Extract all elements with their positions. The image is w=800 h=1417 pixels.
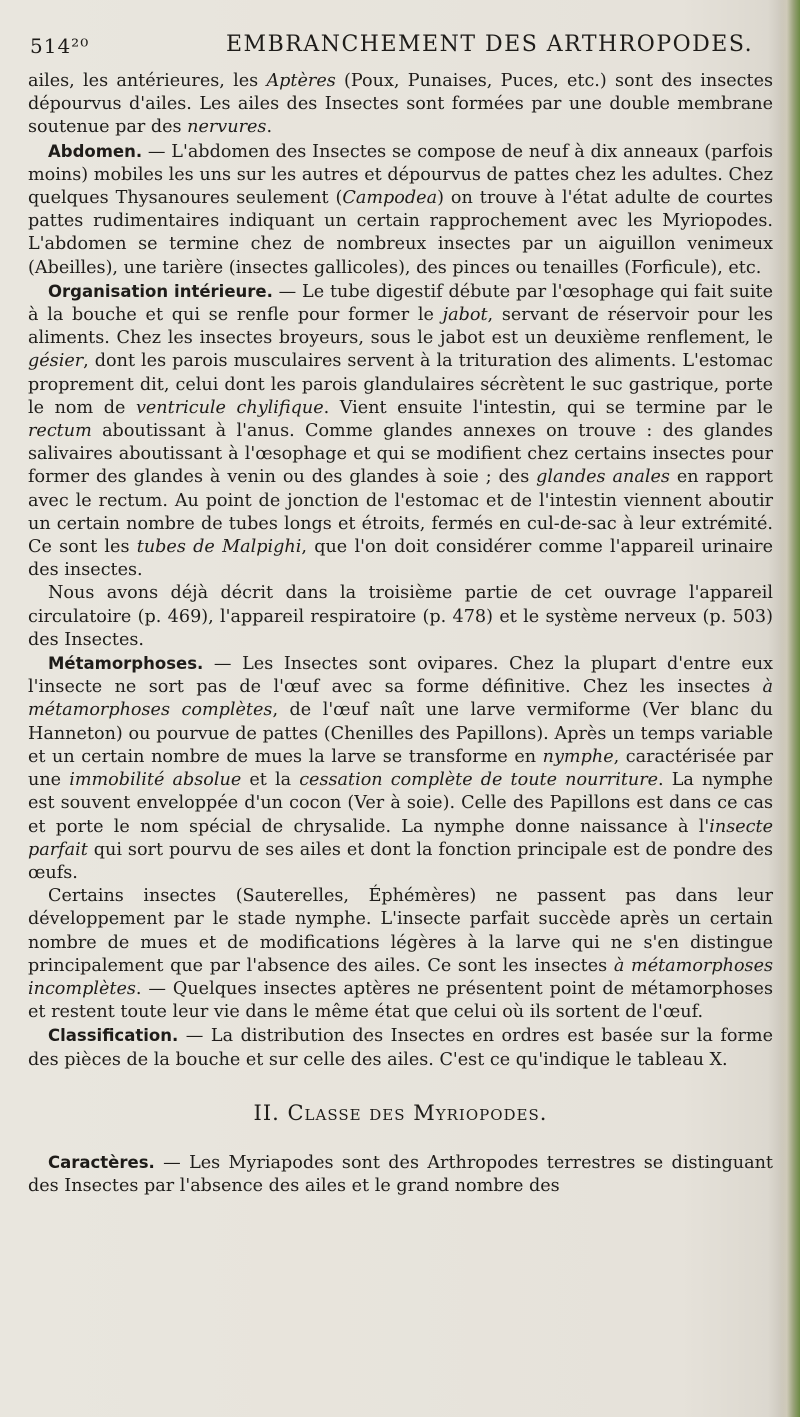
- page-edge: [778, 0, 800, 1417]
- italic-term: Campodea: [342, 188, 438, 209]
- text-run: — L'abdomen des Insectes se compose de neuf à dix anneaux (parfois moins) mobiles les uns sur les autres et dépourvus de pattes chez les adultes. Chez quelques Thysanoures seulement (: [28, 141, 773, 209]
- paragraph: [28, 1151, 773, 1198]
- text-run: ailes, les antérieures, les: [28, 71, 267, 91]
- page-header: [30, 28, 770, 68]
- italic-term: cessation complète de toute nourriture: [299, 770, 659, 791]
- text-run: ) on trouve à l'état adulte de courtes pattes rudimentaires indiquant un certain rapprochement avec les Myriopodes. L'abdomen se termine chez de nombreux insectes par un aiguillon venimeux (Abeilles), une tarière (insectes gallicoles), des pinces ou tenailles (Forficule), etc.: [28, 188, 774, 278]
- paragraph: [28, 140, 773, 280]
- paragraph-heading: Classification.: [48, 1026, 179, 1046]
- text-run: . — Quelques insectes aptères ne présentent point de métamorphoses et restent toute leur vie dans le même état que celui où ils sortent de l'œuf.: [28, 978, 773, 1023]
- text-run: et la: [241, 770, 300, 791]
- text-run: — La distribution des Insectes en ordres est basée sur la forme des pièces de la bouche et sur celle des ailes. C'est ce qu'indique le tableau X.: [28, 1026, 773, 1070]
- italic-term: à métamorphoses incomplètes: [28, 955, 774, 999]
- italic-term: immobilité absolue: [69, 770, 242, 791]
- page-number: 514²⁰: [30, 34, 90, 58]
- text-run: . La nymphe est souvent enveloppée d'un cocon (Ver à soie). Celle des Papillons est dans ce cas et porte le nom spécial de chrysalide. La nymphe donne naissance à l': [28, 770, 773, 837]
- paragraph-list: [28, 70, 773, 1072]
- italic-term: glandes anales: [536, 467, 670, 488]
- paragraph: [28, 582, 773, 652]
- text-run: . Vient ensuite l'intestin, qui se termine par le: [323, 397, 773, 418]
- italic-term: insecte parfait: [28, 816, 773, 860]
- section-title: II. Classe des Myriopodes.: [253, 1100, 548, 1125]
- text-run: Nous avons déjà décrit dans la troisième partie de cet ouvrage l'appareil circulatoire (p. 469), l'appareil respiratoire (p. 478) et le système nerveux (p. 503) des Insectes.: [28, 583, 773, 650]
- paragraph: [28, 280, 773, 583]
- italic-term: nervures: [187, 117, 267, 138]
- italic-term: Aptères: [266, 71, 336, 91]
- running-head: EMBRANCHEMENT DES ARTHROPODES.: [226, 32, 754, 57]
- paragraph: [28, 1024, 773, 1071]
- italic-term: nymphe: [542, 746, 614, 767]
- paragraph-heading: Caractères.: [48, 1152, 155, 1172]
- italic-term: ventricule chylifique: [135, 397, 324, 418]
- italic-term: à métamorphoses complètes: [28, 677, 773, 721]
- paragraph: [28, 885, 773, 1024]
- text-run: , servant de réservoir pour les aliments. Chez les insectes broyeurs, sous le jabot est un deuxième renflement, le: [28, 305, 773, 349]
- text-run: aboutissant à l'anus. Comme glandes annexes on trouve : des glandes salivaires aboutissant à l'œsophage et qui se modifient chez certains insectes pour former des glandes à venin ou des glandes à soie ; des: [28, 421, 773, 488]
- text-run: (Poux, Punaises, Puces, etc.) sont des insectes dépourvus d'ailes. Les ailes des Insectes sont formées par une double membrane soutenue par des: [28, 71, 774, 138]
- text-run: , que l'on doit considérer comme l'appareil urinaire des insectes.: [28, 537, 773, 581]
- paragraph: [28, 652, 773, 885]
- text-run: — Le tube digestif débute par l'œsophage qui fait suite à la bouche et qui se renfle pour former le: [28, 281, 773, 326]
- italic-term: rectum: [28, 421, 92, 442]
- paragraph: [28, 70, 773, 140]
- text-run: .: [266, 117, 273, 138]
- italic-term: jabot: [442, 305, 488, 326]
- paragraph-heading: Organisation intérieure.: [48, 281, 273, 301]
- text-run: — Les Myriapodes sont des Arthropodes terrestres se distinguant des Insectes par l'absence des ailes et le grand nombre des: [28, 1152, 773, 1197]
- body-text: [28, 70, 773, 1198]
- text-run: Certains insectes (Sauterelles, Éphémères) ne passent pas dans leur développement par le stade nymphe. L'insecte parfait succède après un certain nombre de mues et de modifications légères à la larve qui ne s'en distingue principalement que par l'absence des ailes. Ce sont les insectes: [28, 886, 773, 976]
- text-run: , dont les parois musculaires servent à la trituration des aliments. L'estomac proprement dit, celui dont les parois glandulaires sécrètent le suc gastrique, porte le nom de: [28, 351, 773, 418]
- paragraph-heading: Métamorphoses.: [48, 654, 204, 674]
- italic-term: tubes de Malpighi: [136, 537, 302, 558]
- paragraph-heading: Abdomen.: [48, 141, 143, 161]
- text-run: qui sort pourvu de ses ailes et dont la fonction principale est de pondre des œufs.: [28, 839, 773, 883]
- text-run: en rapport avec le rectum. Au point de jonction de l'estomac et de l'intestin viennent aboutir un certain nombre de tubes longs et étroits, fermés en cul-de-sac à leur extrémité. Ce sont les: [28, 467, 773, 558]
- italic-term: gésier: [28, 351, 84, 372]
- final-paragraph-container: [28, 1151, 773, 1198]
- text-run: , caractérisée par une: [28, 746, 773, 791]
- text-run: — Les Insectes sont ovipares. Chez la plupart d'entre eux l'insecte ne sort pas de l'œuf avec sa forme définitive. Chez les insectes: [28, 654, 773, 698]
- text-run: , de l'œuf naît une larve vermiforme (Ver blanc du Hanneton) ou pourvue de pattes (Chenilles des Papillons). Après un temps variable et un certain nombre de mues la larve se transforme en: [28, 700, 773, 767]
